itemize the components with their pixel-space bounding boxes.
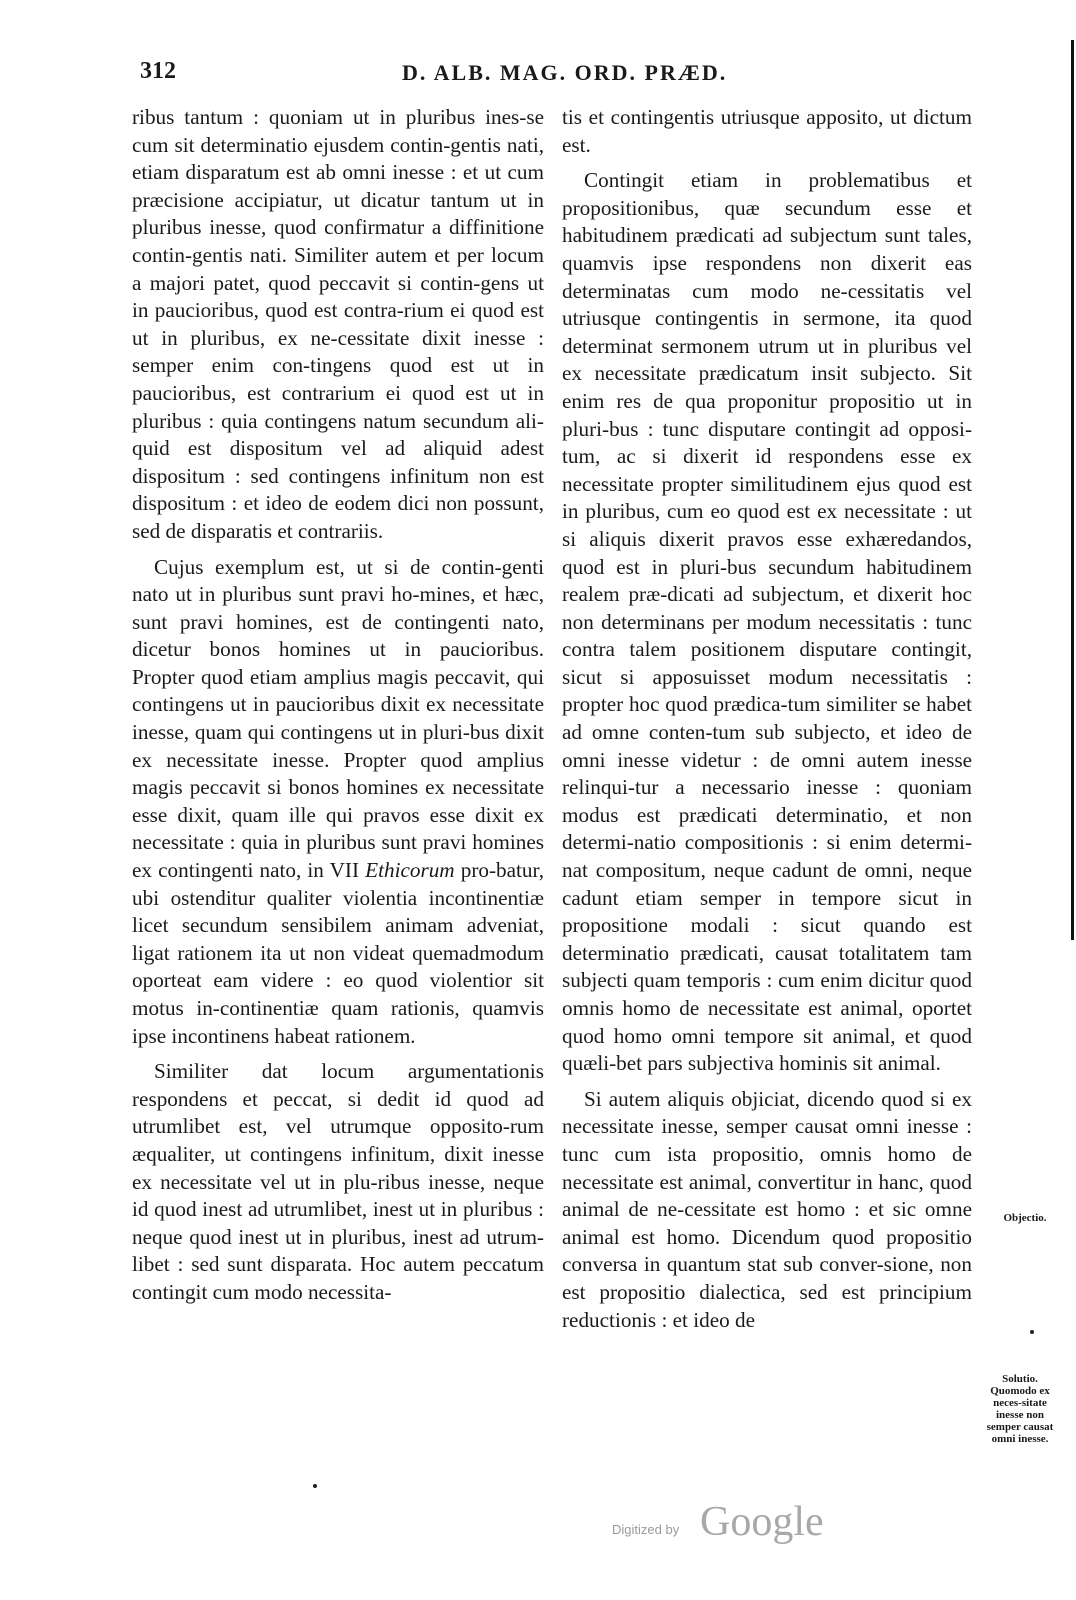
page-number: 312: [140, 58, 176, 84]
page-header: [140, 58, 980, 98]
book-title-ethicorum: Ethicorum: [365, 858, 455, 883]
left-paragraph-2-text-b: pro-batur, ubi ostenditur qualiter violentia incontinentiæ licet secundum sensibilem animam adveniat, ligat rationem ita ut non videat quemadmodum oporteat eam videre : eo quod violentior sit motus in-continentiæ quam rationis, quamvis ipse incontinens habeat rationem.: [132, 858, 544, 1048]
digitized-by-label: Digitized by: [612, 1522, 680, 1537]
right-paragraph-3: Si autem aliquis objiciat, dicendo quod si ex necessitate inesse, semper causat omni inesse : tunc cum ista propositio, omnis homo de necessitate est animal, convertitur in hanc, quod animal de ne-cessitate est homo : et sic omne animal est homo. Dicendum quod propositio conversa in quantum stat sub conver-sione, non est propositio dialectica, sed est principium reductionis : et ideo de: [562, 1086, 972, 1332]
left-paragraph-1: ribus tantum : quoniam ut in pluribus ines-se cum sit determinatio ejusdem contin-gentis nati, etiam disparatum est ab omni inesse : et ut cum præcisione accipiatur, ut dicatur tantum ut in pluribus inesse, quod confirmatur a diffinitione contin-gentis nati. Similiter autem et per locum a majori patet, quod peccavit si contin-gens ut in paucioribus, quod est contra-rium ei quod est ut in pluribus, ex ne-cessitate dixit inesse : semper enim con-tingens quod est ut in paucioribus, est contrarium ei quod est ut in pluribus : quia contingens natum secundum ali-quid est dispositum vel ad aliquid adest dispositum : sed contingens infinitum non est dispositum : et ideo de eodem dici non possunt, sed de disparatis et contrariis.: [132, 105, 544, 543]
digitized-watermark: [612, 1498, 852, 1548]
margin-note-objectio: Objectio.: [1003, 1212, 1047, 1224]
print-speck: [313, 1484, 317, 1488]
right-paragraph-1: tis et contingentis utriusque apposito, ut dictum est.: [562, 105, 972, 157]
left-paragraph-3: Similiter dat locum argumentationis respondens et peccat, si dedit id quod ad utrumlibet est, vel utrumque opposito-rum æqualiter, ut contingens infinitum, dixit inesse ex necessitate vel ut in plu-ribus inesse, neque id quod inest ad utrumlibet, inest ut in pluribus : neque quod inest ut in pluribus, inest ad utrum-libet : sed sunt disparata. Hoc autem peccatum contingit cum modo necessita-: [132, 1059, 544, 1304]
left-paragraph-2: [132, 554, 544, 1051]
left-column: [132, 104, 544, 1307]
google-logo: Google: [700, 1499, 824, 1545]
margin-note-solutio: Solutio. Quomodo ex neces-sitate inesse non semper causat omni inesse.: [986, 1373, 1054, 1445]
running-title: D. ALB. MAG. ORD. PRÆD.: [402, 60, 728, 85]
right-paragraph-2: Contingit etiam in problematibus et propositionibus, quæ secundum esse et habitudinem prædicati ad subjectum sunt tales, quamvis ipse respondens non dixerit eas determinatas cum modo ne-cessitatis vel utriusque contingentis in sermone, ita quod determinat sermonem utrum ut in pluribus vel ex necessitate prædicatum insit subjecto. Sit enim res de qua proponitur propositio ut in pluri-bus : tunc disputare contingit ad opposi-tum, ac si dixerit id respondens esse ex necessitate propter similitudinem ejus quod est in pluribus, cum eo quod est ex necessitate : ut si aliquis dixerit pravos esse exhæredandos, quod est in pluri-bus secundum habitudinem realem præ-dicati ad subjectum, et dixerit hoc non determinans per modum necessitatis : tunc contra talem positionem disputare contingit, sicut si apposuisset modum necessitatis : propter hoc quod prædica-tum similiter se habet ad omne conten-tum sub subjecto, et ideo de omni inesse videtur : de omni autem inesse relinqui-tur a necessario inesse : quoniam modus est prædicati determinatio, et non determi-natio compositionis : si enim determi-nat compositum, neque cadunt de omni, neque cadunt etiam semper in tempore sicut in propositione modali : sicut quando est determinatio prædicati, causat totalitatem tam subjecti quam temporis : cum enim dicitur quod omnis homo de necessitate est animal, oportet quod homo omni tempore sit animal, et quod quæli-bet pars subjectiva hominis sit animal.: [562, 168, 972, 1076]
print-speck: [1030, 1330, 1034, 1334]
right-column: [562, 104, 972, 1334]
left-paragraph-2-text-a: Cujus exemplum est, ut si de contin-genti nato ut in pluribus sunt pravi ho-mines, et hæc, sunt pravi homines, est de contingenti nato, dicetur bonos homines ut in paucioribus. Propter quod etiam amplius magis peccavit, qui contingens ut in paucioribus dixit ex necessitate inesse, quam qui contingens ut in pluri-bus dixit ex necessitate inesse. Propter quod amplius magis peccavit si bonos homines ex necessitate esse dixit, quam ille qui pravos esse dixit ex necessitate : quia in pluribus sunt pravi homines ex contingenti nato, in VII: [132, 554, 544, 883]
page-edge-line: [1071, 40, 1074, 940]
